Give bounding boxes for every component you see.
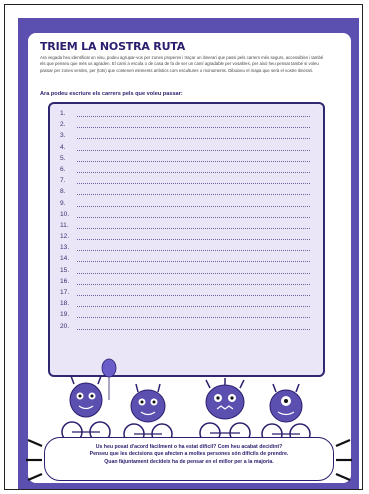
- monster-2: [124, 384, 172, 444]
- line-number: 9.: [60, 199, 66, 207]
- writing-line: [60, 200, 310, 211]
- dotted-rule: [77, 329, 310, 330]
- dotted-rule: [77, 127, 310, 128]
- writing-line: [60, 211, 310, 222]
- writing-line: [60, 267, 310, 278]
- line-number: 18.: [60, 300, 70, 308]
- dotted-rule: [77, 295, 310, 296]
- dotted-rule: [77, 250, 310, 251]
- dotted-rule: [77, 306, 310, 307]
- writing-line: [60, 144, 310, 155]
- writing-line: [60, 222, 310, 233]
- writing-line: [60, 155, 310, 166]
- dotted-rule: [77, 138, 310, 139]
- line-number: 5.: [60, 154, 66, 162]
- banner-line-1: Us heu posat d'acord fàcilment o ha estat difícil? Com heu acabat decidint?: [95, 444, 283, 450]
- writing-line: [60, 132, 310, 143]
- writing-line: [60, 311, 310, 322]
- dotted-rule: [77, 194, 310, 195]
- dotted-rule: [77, 239, 310, 240]
- line-number: 1.: [60, 110, 66, 117]
- line-number: 7.: [60, 177, 66, 185]
- writing-line: [60, 166, 310, 177]
- writing-line: [60, 323, 310, 334]
- writing-line: [60, 188, 310, 199]
- numbered-lines: [60, 110, 310, 334]
- banner-line-3: Quan fàjuntament decideix ha de pensar en el millor per a la majoria.: [104, 458, 274, 465]
- line-number: 4.: [60, 143, 66, 151]
- dotted-rule: [77, 273, 310, 274]
- dotted-rule: [77, 217, 310, 218]
- page-frame: [4, 4, 363, 490]
- dotted-rule: [77, 161, 310, 162]
- line-number: 6.: [60, 165, 66, 173]
- intro-paragraph: Ara vegada heu identificat un visu, podeu agrupar-vos per zones properes i traçar un itinerari que passi pels carrers més segurs, accessibles i també els que penseu que més us agraden. El camí a escola o de casa de fa de ser un camí agradable per vosaltres, per això heu pensat també si voleu passar per zones verdes, per (tots) que contenen elements artístics com escultures o monuments. Dibuixeu el mapa que serà el vostre itinerari.: [40, 55, 324, 73]
- instruction-subhead: Ara podeu escriure els carrers pels que voleu passar:: [40, 91, 183, 97]
- writing-line: [60, 244, 310, 255]
- monster-4: [262, 384, 310, 444]
- line-number: 15.: [60, 266, 70, 274]
- writing-line: [60, 177, 310, 188]
- banner-line-2: Penseu que les decisions que afecten a moltes persones són difícils de prendre.: [89, 451, 289, 458]
- writing-line: [60, 121, 310, 132]
- monster-1: [62, 376, 110, 442]
- line-number: 11.: [60, 221, 69, 229]
- dotted-rule: [77, 206, 310, 207]
- writing-line: [60, 300, 310, 311]
- dotted-rule: [77, 228, 310, 229]
- dotted-rule: [77, 317, 310, 318]
- worksheet-page: [18, 18, 359, 489]
- monster-3: [200, 378, 250, 443]
- writing-line: [60, 278, 310, 289]
- reflection-banner: [44, 437, 334, 481]
- line-number: 17.: [60, 289, 70, 296]
- dotted-rule: [77, 172, 310, 173]
- writing-line: [60, 110, 310, 121]
- dotted-rule: [77, 150, 310, 151]
- line-number: 2.: [60, 121, 66, 129]
- monsters-on-bikes-illustration: [58, 356, 318, 448]
- streets-writing-board: [48, 102, 325, 377]
- writing-line: [60, 255, 310, 266]
- line-number: 13.: [60, 244, 70, 252]
- page-title: TRIEM LA NOSTRA RUTA: [40, 40, 186, 53]
- line-number: 8.: [60, 188, 66, 196]
- dotted-rule: [77, 284, 310, 285]
- line-number: 20.: [60, 322, 70, 330]
- line-number: 19.: [60, 311, 70, 319]
- dotted-rule: [77, 183, 310, 184]
- line-number: 16.: [60, 277, 70, 285]
- dotted-rule: [77, 116, 310, 117]
- dotted-rule: [77, 261, 310, 262]
- writing-line: [60, 289, 310, 300]
- line-number: 14.: [60, 255, 70, 263]
- writing-line: [60, 233, 310, 244]
- line-number: 12.: [60, 233, 70, 241]
- line-number: 3.: [60, 132, 66, 140]
- line-number: 10.: [60, 210, 70, 218]
